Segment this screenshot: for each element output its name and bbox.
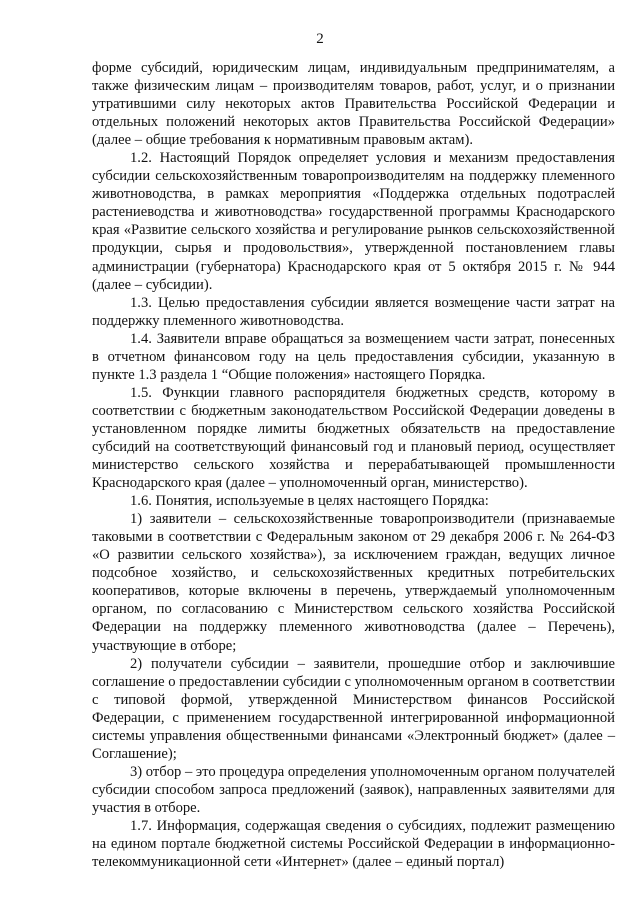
- paragraph-1-3: 1.3. Целью предоставления субсидии является возмещение части затрат на поддержку племенного животноводства.: [92, 294, 615, 329]
- definition-3-selection: 3) отбор – это процедура определения уполномоченным органом получателей субсидии способом запроса предложений (заявок), направленных заявителями для участия в отборе.: [92, 763, 615, 816]
- paragraph-1-4: 1.4. Заявители вправе обращаться за возмещением части затрат, понесенных в отчетном финансовом году на цель предоставления субсидии, указанную в пункте 1.3 раздела 1 “Общие положения» настоящего Порядка.: [92, 330, 615, 383]
- page-number: 2: [316, 31, 324, 47]
- paragraph-1-7: 1.7. Информация, содержащая сведения о субсидиях, подлежит размещению на едином портале бюджетной системы Российской Федерации в информационно-телекоммуникационной сети «Интернет» (далее – единый портал): [92, 817, 615, 871]
- paragraph-1-6: 1.6. Понятия, используемые в целях настоящего Порядка:: [130, 493, 489, 510]
- document-body: [92, 59, 615, 871]
- definition-2-recipients: 2) получатели субсидии – заявители, прошедшие отбор и заключившие соглашение о предоставлении субсидии с уполномоченным органом в соответствии с типовой формой, утвержденной Министерством финансов Российской Федерации, с применением государственной интегрированной информационной системы управления общественными финансами «Электронный бюджет» (далее – Соглашение);: [92, 655, 616, 762]
- definition-1-applicants: 1) заявители – сельскохозяйственные товаропроизводители (признаваемые таковыми в соответствии с Федеральным законом от 29 декабря 2006 г. № 264-ФЗ «О развитии сельского хозяйства»), за исключением граждан, ведущих личное подсобное хозяйство, и сельскохозяйственных кредитных потребительских кооперативов, которые включены в перечень, утверждаемый уполномоченным органом, по согласованию с Министерством сельского хозяйства Российской Федерации на поддержку племенного животноводства (далее – Перечень), участвующие в отборе;: [92, 511, 615, 654]
- paragraph-1-5: 1.5. Функции главного распорядителя бюджетных средств, которому в соответствии с бюджетным законодательством Российской Федерации доведены в установленном порядке лимиты бюджетных обязательств на предоставление субсидий на соответствующий финансовый год и плановый период, осуществляет министерство сельского хозяйства и перерабатывающей промышленности Краснодарского края (далее – уполномоченный орган, министерство).: [92, 384, 615, 492]
- paragraph-continuation: форме субсидий, юридическим лицам, индивидуальным предпринимателям, а также физическим лицам – производителям товаров, работ, услуг, и о признании утратившими силу некоторых актов Правительства Российской Федерации и отдельных положений некоторых актов Правительства Российской Федерации» (далее – общие требования к нормативным правовым актам).: [92, 60, 615, 149]
- paragraph-1-2: 1.2. Настоящий Порядок определяет условия и механизм предоставления субсидии сельскохозяйственным товаропроизводителям на поддержку племенного животноводства, в рамках мероприятия «Поддержка отдельных подотраслей растениеводства и животноводства» государственной программы Краснодарского края «Развитие сельского хозяйства и регулирование рынков сельскохозяйственной продукции, сырья и продовольствия», утвержденной постановлением главы администрации (губернатора) Краснодарского края от 5 октября 2015 г. № 944 (далее – субсидии).: [92, 150, 615, 293]
